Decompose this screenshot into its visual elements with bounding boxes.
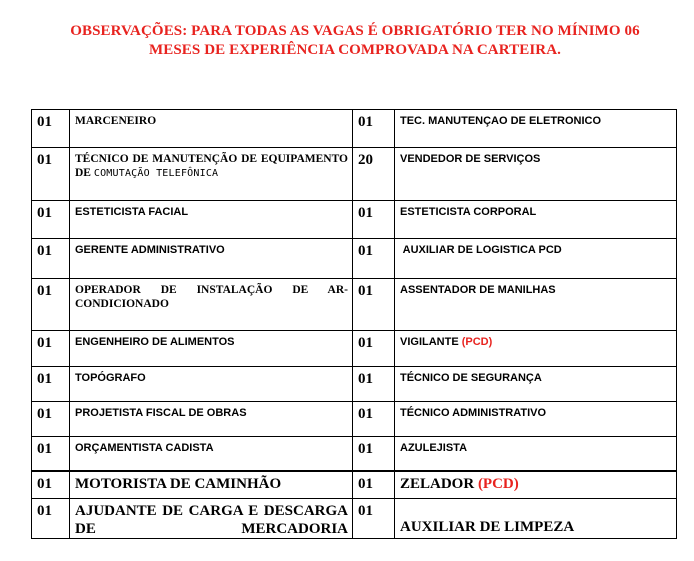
right-job-title — [395, 110, 677, 148]
left-job-title-text: ESTETICISTA FACIAL — [75, 206, 189, 218]
left-job-title — [70, 201, 353, 239]
right-job-title — [395, 471, 677, 499]
left-job-title — [70, 239, 353, 279]
left-job-title-text: GERENTE ADMINISTRATIVO — [75, 244, 225, 256]
table-row — [32, 471, 677, 499]
left-job-title — [70, 148, 353, 201]
right-job-title — [395, 201, 677, 239]
left-job-title-part-a: TÉCNICO DE MANUTENÇÃO DE EQUIPAMENTO DE — [75, 153, 348, 179]
table-row — [32, 279, 677, 331]
left-job-title-part-b: COMUTAÇÃO TELEFÔNICA — [93, 168, 219, 179]
right-job-title — [395, 279, 677, 331]
right-job-title-text: TÉCNICO DE SEGURANÇA — [400, 372, 542, 384]
left-quantity: 01 — [32, 367, 70, 402]
left-job-title — [70, 402, 353, 437]
right-job-title: AUXILIAR DE LIMPEZA — [395, 499, 677, 539]
left-quantity: 01 — [32, 201, 70, 239]
left-job-title — [70, 437, 353, 471]
left-job-title: MARCENEIRO — [70, 110, 353, 148]
right-quantity: 01 — [353, 110, 395, 148]
right-quantity: 01 — [353, 499, 395, 539]
right-job-title-text: TEC. MANUTENÇAO DE ELETRONICO — [400, 115, 602, 127]
right-job-title — [395, 437, 677, 471]
right-quantity: 01 — [353, 402, 395, 437]
right-job-title — [395, 402, 677, 437]
left-quantity: 01 — [32, 402, 70, 437]
right-job-title-text: VIGILANTE — [400, 336, 462, 348]
right-quantity: 01 — [353, 437, 395, 471]
right-job-title-text: ESTETICISTA CORPORAL — [400, 206, 537, 218]
job-vacancies-table — [31, 109, 677, 539]
left-quantity: 01 — [32, 331, 70, 367]
left-quantity: 01 — [32, 499, 70, 539]
table-row — [32, 402, 677, 437]
left-job-title: MOTORISTA DE CAMINHÃO — [70, 471, 353, 499]
right-job-title — [395, 331, 677, 367]
table-row — [32, 239, 677, 279]
left-job-title: AJUDANTE DE CARGA E DESCARGA DE MERCADORIA — [70, 499, 353, 539]
table-row — [32, 367, 677, 402]
right-job-title — [395, 367, 677, 402]
left-quantity: 01 — [32, 110, 70, 148]
left-job-title: OPERADOR DE INSTALAÇÃO DE AR-CONDICIONADO — [70, 279, 353, 331]
right-job-title — [395, 239, 677, 279]
observations-line-1: OBSERVAÇÕES: PARA TODAS AS VAGAS É OBRIGATÓRIO TER NO MÍNIMO 06 — [70, 23, 640, 39]
right-quantity: 01 — [353, 471, 395, 499]
left-quantity: 01 — [32, 239, 70, 279]
right-job-title-text: VENDEDOR DE SERVIÇOS — [400, 153, 541, 165]
right-job-title-text: ASSENTADOR DE MANILHAS — [400, 284, 556, 296]
left-job-title-text: PROJETISTA FISCAL DE OBRAS — [75, 407, 247, 419]
right-quantity: 01 — [353, 201, 395, 239]
right-job-title-text: AZULEJISTA — [400, 442, 468, 454]
observations-header — [40, 22, 670, 60]
left-quantity: 01 — [32, 279, 70, 331]
left-job-title-text: TOPÓGRAFO — [75, 372, 146, 384]
right-quantity: 01 — [353, 331, 395, 367]
left-quantity: 01 — [32, 437, 70, 471]
left-job-title-text: ORÇAMENTISTA CADISTA — [75, 442, 214, 454]
observations-line-2: MESES DE EXPERIÊNCIA COMPROVADA NA CARTEIRA. — [149, 42, 561, 58]
left-job-title — [70, 367, 353, 402]
pcd-badge: (PCD) — [477, 475, 519, 492]
right-quantity: 01 — [353, 367, 395, 402]
table-row — [32, 437, 677, 471]
right-quantity: 01 — [353, 279, 395, 331]
table-row — [32, 331, 677, 367]
right-job-title — [395, 148, 677, 201]
pcd-badge: (PCD) — [461, 336, 493, 348]
table-row — [32, 110, 677, 148]
left-quantity: 01 — [32, 471, 70, 499]
table-row — [32, 201, 677, 239]
left-job-title-text: ENGENHEIRO DE ALIMENTOS — [75, 336, 235, 348]
right-job-title-text: AUXILIAR DE LOGISTICA PCD — [400, 244, 562, 256]
table-row — [32, 499, 677, 539]
left-quantity: 01 — [32, 148, 70, 201]
right-job-title-text: ZELADOR — [400, 475, 478, 492]
left-job-title — [70, 331, 353, 367]
right-job-title-text: TÉCNICO ADMINISTRATIVO — [400, 407, 547, 419]
right-quantity: 01 — [353, 239, 395, 279]
table-row — [32, 148, 677, 201]
right-quantity: 20 — [353, 148, 395, 201]
